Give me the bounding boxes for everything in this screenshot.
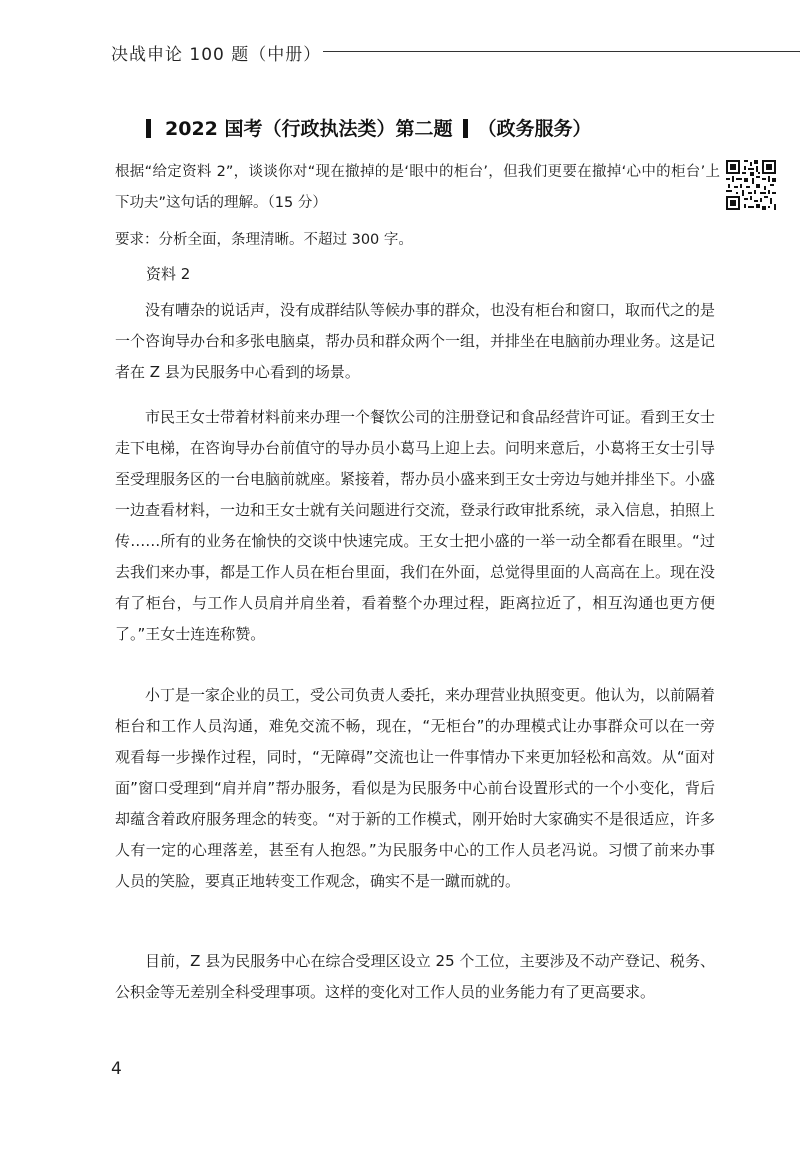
heading-marker-right — [463, 119, 468, 138]
book-title: 决战申论 100 题（中册） — [111, 45, 322, 65]
heading-marker-left — [146, 119, 151, 138]
question-prompt: 根据“给定资料 2”，谈谈你对“现在撤掉的是‘眼中的柜台’，但我们更要在撤掉‘心中的柜台’上下功夫”这句话的理解。（15 分） — [115, 164, 720, 211]
running-header — [111, 38, 751, 68]
sprout-icon — [794, 32, 800, 62]
heading-text: 2022 国考（行政执法类）第二题 — [165, 118, 453, 140]
qr-code-icon — [726, 160, 776, 210]
question-requirement: 要求：分析全面，条理清晰。不超过 300 字。 — [115, 232, 413, 248]
material-paragraph: 市民王女士带着材料前来办理一个餐饮公司的注册登记和食品经营许可证。看到王女士走下电梯，在咨询导办台前值守的导办员小葛马上迎上去。问明来意后，小葛将王女士引导至受理服务区的一台电脑前就座。紧接着，帮办员小盛来到王女士旁边与她并排坐下。小盛一边查看材料，一边和王女士就有关问题进行交流，登录行政审批系统，录入信息，拍照上传……所有的业务在愉快的交谈中快速完成。王女士把小盛的一举一动全都看在眼里。“过去我们来办事，都是工作人员在柜台里面，我们在外面，总觉得里面的人高高在上。现在没有了柜台，与工作人员肩并肩坐着，看着整个办理过程，距离拉近了，相互沟通也更方便了。”王女士连连称赞。 — [115, 408, 716, 643]
material-paragraph: 小丁是一家企业的员工，受公司负责人委托，来办理营业执照变更。他认为，以前隔着柜台和工作人员沟通，难免交流不畅，现在，“无柜台”的办理模式让办事群众可以在一旁观看每一步操作过程，同时，“无障碍”交流也让一件事情办下来更加轻松和高效。从“面对面”窗口受理到“肩并肩”帮办服务，看似是为民服务中心前台设置形式的一个小变化，背后却蕴含着政府服务理念的转变。“对于新的工作模式，刚开始时大家确实不是很适应，许多人有一定的心理落差，甚至有人抱怨。”为民服务中心的工作人员老冯说。习惯了前来办事人员的笑脸，要真正地转变工作观念，确实不是一蹴而就的。 — [115, 686, 716, 890]
section-heading — [146, 114, 592, 141]
header-rule — [323, 51, 800, 52]
heading-category: （政务服务） — [477, 118, 592, 140]
material-paragraph: 目前，Z 县为民服务中心在综合受理区设立 25 个工位，主要涉及不动产登记、税务、公积金等无差别全科受理事项。这样的变化对工作人员的业务能力有了更高要求。 — [115, 952, 715, 1001]
material-paragraph: 没有嘈杂的说话声，没有成群结队等候办事的群众，也没有柜台和窗口，取而代之的是一个咨询导办台和多张电脑桌，帮办员和群众两个一组，并排坐在电脑前办理业务。这是记者在 Z 县为民服务中心看到的场景。 — [115, 301, 716, 381]
page-number: 4 — [111, 1059, 122, 1079]
material-label: 资料 2 — [146, 265, 191, 283]
